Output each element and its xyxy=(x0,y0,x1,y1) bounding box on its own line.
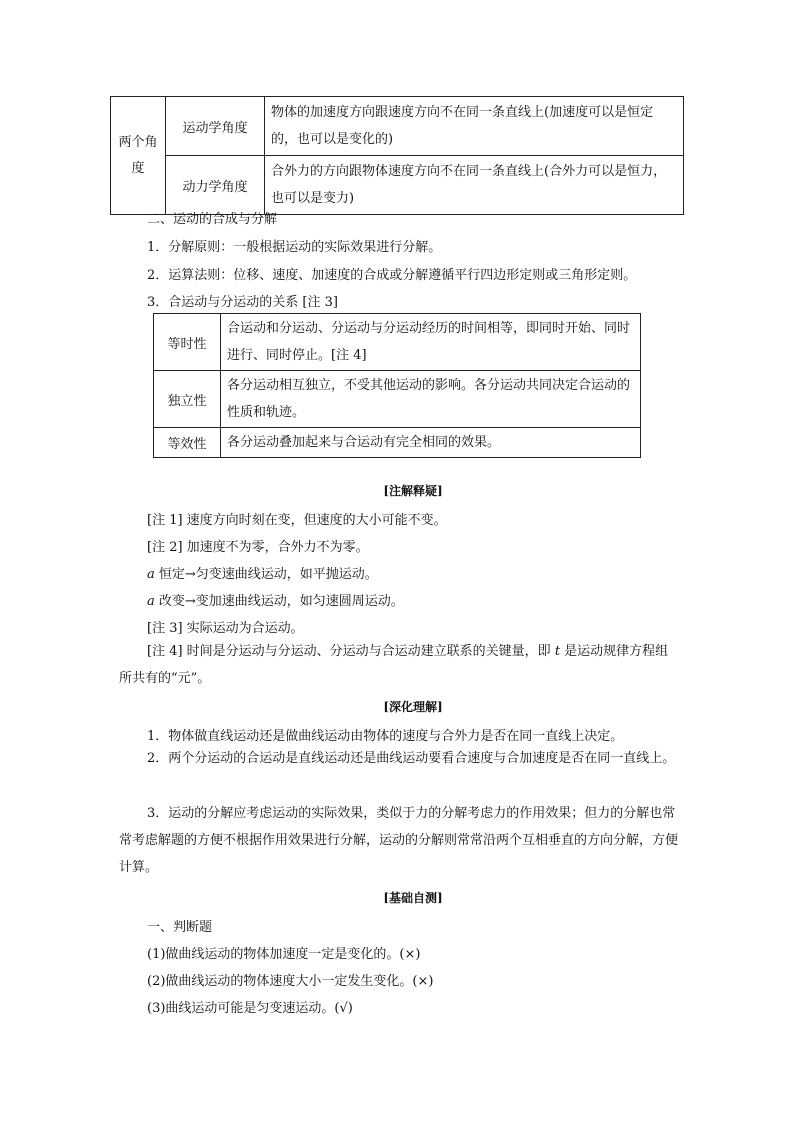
question-3: (3)曲线运动可能是匀变速运动。(√) xyxy=(147,1001,353,1016)
property-cell: 独立性 xyxy=(154,371,221,428)
table-row xyxy=(111,156,684,215)
kind-cell: 动力学角度 xyxy=(166,156,265,215)
variable-t: t xyxy=(554,644,561,659)
note-3: [注 3] 实际运动为合运动。 xyxy=(147,621,304,636)
table-row xyxy=(154,314,641,371)
note-2: [注 2] 加速度不为零，合外力不为零。 xyxy=(147,540,369,555)
property-desc-cell: 各分运动叠加起来与合运动有完全相同的效果。 xyxy=(221,428,641,458)
table-row xyxy=(111,97,684,156)
property-desc-cell: 各分运动相互独立，不受其他运动的影响。各分运动共同决定合运动的性质和轨迹。 xyxy=(221,371,641,428)
note-2b: a 改变→变加速曲线运动，如匀速圆周运动。 xyxy=(147,594,404,609)
variable-a: a xyxy=(147,567,155,582)
list-item: 1．分解原则：一般根据运动的实际效果进行分解。 xyxy=(147,240,442,255)
kind-cell: 运动学角度 xyxy=(166,97,265,156)
selftest-heading: [基础自测] xyxy=(383,891,443,905)
property-cell: 等效性 xyxy=(154,428,221,458)
relations-table xyxy=(153,313,641,458)
property-cell: 等时性 xyxy=(154,314,221,371)
note-2a: a 恒定→匀变速曲线运动，如平抛运动。 xyxy=(147,567,378,582)
perspectives-table xyxy=(110,96,684,215)
deep-paragraph-2: 2．两个分运动的合运动是直线运动还是曲线运动要看合速度与合加速度是否在同一直线上。 xyxy=(147,751,676,766)
question-1: (1)做曲线运动的物体加速度一定是变化的。(×) xyxy=(147,947,421,962)
section-heading: 二、运动的合成与分解 xyxy=(147,212,278,227)
variable-a: a xyxy=(147,594,155,609)
list-item: 3．合运动与分运动的关系 [注 3] xyxy=(147,295,338,310)
desc-cell: 合外力的方向跟物体速度方向不在同一条直线上(合外力可以是恒力，也可以是变力) xyxy=(265,156,684,215)
table-row xyxy=(154,371,641,428)
note-4: [注 4] 时间是分运动与分运动、分运动与合运动建立联系的关键量，即 t 是运动规律方程组所共有的“元”。 xyxy=(119,644,669,686)
property-desc-cell: 合运动和分运动、分运动与分运动经历的时间相等，即同时开始、同时进行、同时停止。[注 4] xyxy=(221,314,641,371)
notes-heading: [注解释疑] xyxy=(383,484,443,498)
list-item: 2．运算法则：位移、速度、加速度的合成或分解遵循平行四边形定则或三角形定则。 xyxy=(147,268,637,283)
table-row xyxy=(154,428,641,458)
question-2: (2)做曲线运动的物体速度大小一定发生变化。(×) xyxy=(147,974,434,989)
deep-heading: [深化理解] xyxy=(383,700,443,714)
desc-cell: 物体的加速度方向跟速度方向不在同一条直线上(加速度可以是恒定的，也可以是变化的) xyxy=(265,97,684,156)
selftest-subheading: 一、判断题 xyxy=(147,920,213,935)
deep-paragraph-3: 3．运动的分解应考虑运动的实际效果，类似于力的分解考虑力的作用效果；但力的分解也常常考虑解题的方便不根据作用效果进行分解，运动的分解则常常沿两个互相垂直的方向分解，方便计算。 xyxy=(119,806,679,875)
deep-paragraph-1: 1．物体做直线运动还是做曲线运动由物体的速度与合外力是否在同一直线上决定。 xyxy=(147,729,624,744)
note-1: [注 1] 速度方向时刻在变，但速度的大小可能不变。 xyxy=(147,513,447,528)
group-label-cell: 两个角度 xyxy=(111,97,166,215)
